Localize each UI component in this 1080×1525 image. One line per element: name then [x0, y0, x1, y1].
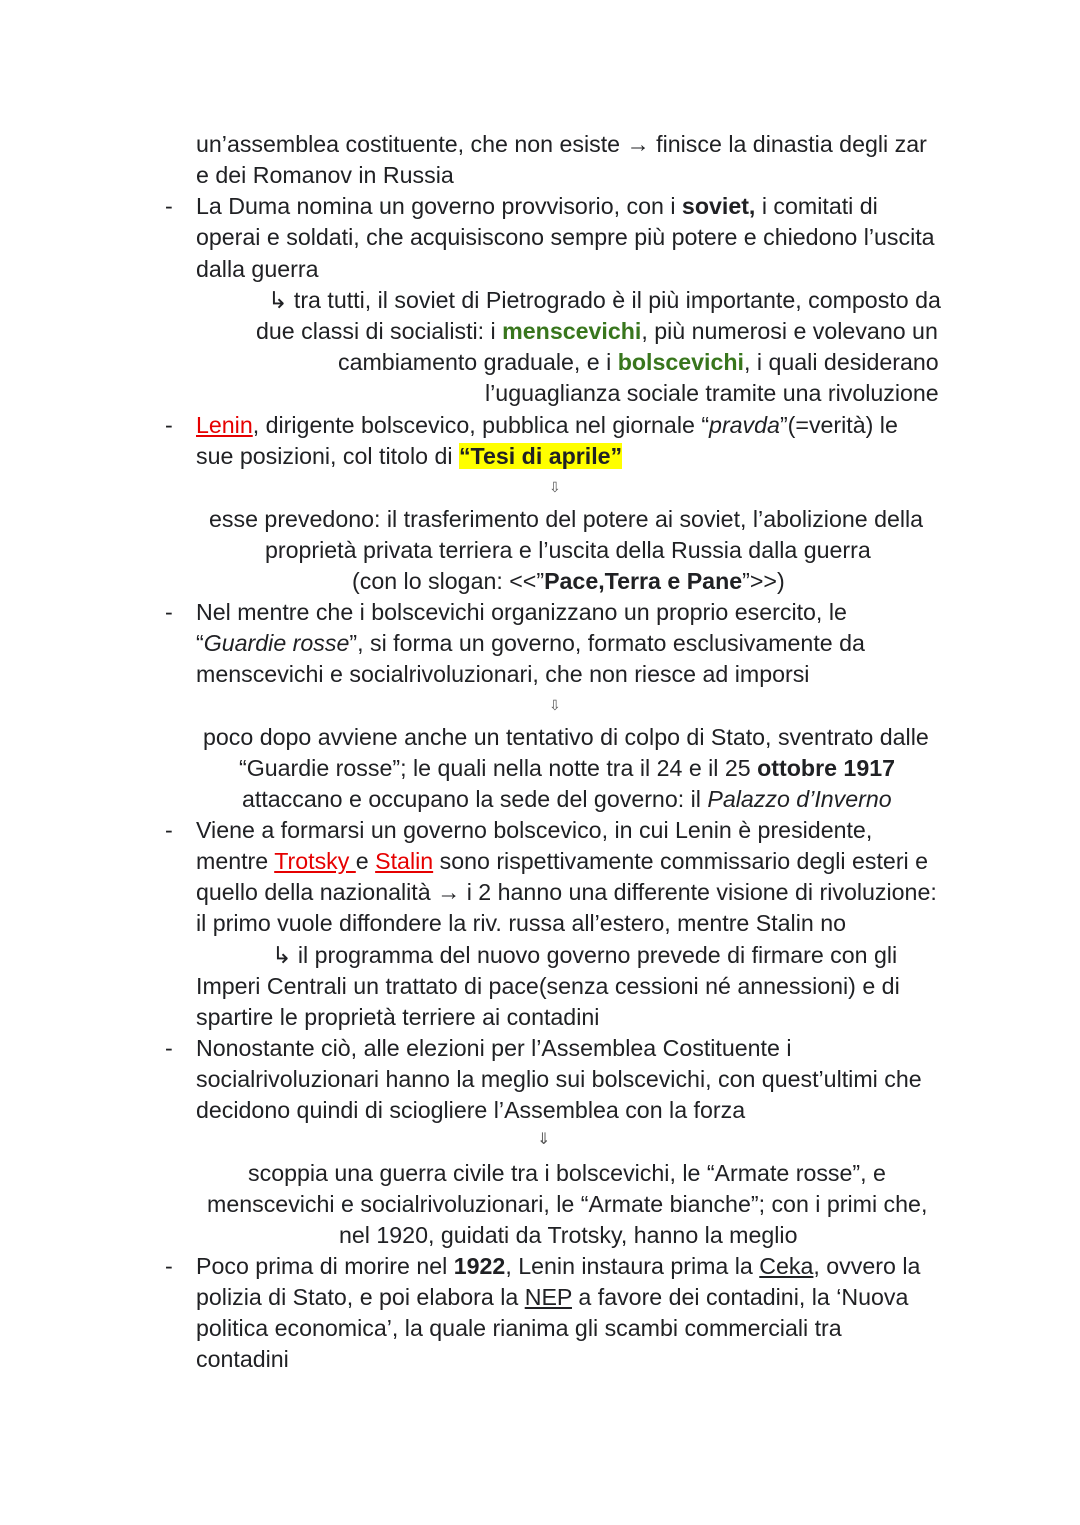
text-line [196, 628, 865, 659]
double-down-arrow-icon: ⇓ [537, 1131, 551, 1148]
text: un’assemblea costituente, che non esiste → finisce la dinastia degli zar [196, 131, 927, 157]
text: scoppia una guerra civile tra i bolscevichi, le “Armate rosse”, e [248, 1160, 886, 1186]
text: “Guardie rosse”; le quali nella notte tra il 24 e il 25 [239, 755, 758, 781]
text: poco dopo avviene anche un tentativo di colpo di Stato, sventrato dalle [203, 724, 929, 750]
text: Nonostante ciò, alle elezioni per l’Assemblea Costituente i [196, 1035, 792, 1061]
text-line [196, 254, 318, 285]
text: Viene a formarsi un governo bolscevico, in cui Lenin è presidente, [196, 817, 873, 843]
text: Nel mentre che i bolscevichi organizzano un proprio esercito, le [196, 599, 847, 625]
text-line [268, 285, 941, 316]
down-arrow-icon: ⇩ [549, 479, 561, 495]
text-line [196, 659, 809, 690]
text-line [196, 815, 872, 846]
text: ↳ tra tutti, il soviet di Pietrogrado è il più importante, composto da [268, 287, 941, 313]
text: l’uguaglianza sociale tramite una rivoluzione [485, 380, 939, 406]
text: Imperi Centrali un trattato di pace(senza cessioni né annessioni) e di [196, 973, 900, 999]
text: , ovvero la [813, 1253, 921, 1279]
text-line [196, 1282, 908, 1313]
text-line [196, 160, 454, 191]
text: menscevichi e socialrivoluzionari, che non riesce ad imporsi [196, 661, 810, 687]
text-line [196, 441, 622, 472]
text: due classi di socialisti: i [256, 318, 503, 344]
bold-date: ottobre 1917 [757, 755, 896, 781]
text: esse prevedono: il trasferimento del potere ai soviet, l’abolizione della [209, 506, 924, 532]
text: , più numerosi e volevano un [641, 318, 938, 344]
text-line [196, 908, 846, 939]
text: attaccano e occupano la sede del governo: il [242, 786, 708, 812]
text: i comitati di [755, 193, 878, 219]
underlined-nep: NEP [524, 1284, 572, 1310]
text-line [196, 222, 935, 253]
text: La Duma nomina un governo provvisorio, con i [196, 193, 682, 219]
text-line [352, 566, 785, 597]
text-line [248, 1158, 886, 1189]
text-line [339, 1220, 797, 1251]
italic-pravda: pravda [709, 412, 780, 438]
text-line [485, 378, 939, 409]
text-line [207, 1189, 927, 1220]
text: socialrivoluzionari hanno la meglio sui bolscevichi, con quest’ultimi che [196, 1066, 922, 1092]
text-line [338, 347, 939, 378]
text: “ [196, 630, 204, 656]
text: spartire le proprietà terriere ai contadini [196, 1004, 600, 1030]
text: sono rispettivamente commissario degli esteri e [433, 848, 929, 874]
text: e dei Romanov in Russia [196, 162, 454, 188]
link-stalin[interactable]: Stalin [375, 848, 434, 874]
text: sue posizioni, col titolo di [196, 443, 459, 469]
text: ↳ il programma del nuovo governo prevede di firmare con gli [272, 942, 898, 968]
text-line [272, 940, 897, 971]
underlined-ceka: Ceka [759, 1253, 814, 1279]
text: , Lenin instaura prima la [505, 1253, 760, 1279]
text-line [203, 722, 929, 753]
down-arrow-icon: ⇩ [549, 697, 561, 713]
text: (con lo slogan: <<” [352, 568, 545, 594]
text-line [196, 1344, 289, 1375]
bullet-dash: - [165, 1253, 173, 1279]
text-line [256, 316, 938, 347]
text: polizia di Stato, e poi elabora la [196, 1284, 525, 1310]
link-trotsky[interactable]: Trotsky [274, 848, 356, 874]
bold-slogan: Pace,Terra e Pane [544, 568, 743, 594]
text-line [196, 1002, 599, 1033]
highlight-tesi-di-aprile: “Tesi di aprile” [458, 443, 623, 469]
bold-year: 1922 [453, 1253, 506, 1279]
text: contadini [196, 1346, 289, 1372]
text-line [196, 877, 937, 908]
text: ”(=verità) le [779, 412, 898, 438]
bullet-dash: - [165, 193, 173, 219]
bullet-dash: - [165, 599, 173, 625]
bold-term-soviet: soviet, [681, 193, 756, 219]
bullet-dash: - [165, 1035, 173, 1061]
text-line [196, 846, 928, 877]
text: e [355, 848, 376, 874]
text: mentre [196, 848, 275, 874]
italic-guardie-rosse: Guardie rosse [203, 630, 350, 656]
link-lenin[interactable]: Lenin [196, 412, 253, 438]
text-line [196, 410, 898, 441]
text-line [196, 597, 847, 628]
text-line [196, 191, 878, 222]
text-line [242, 784, 892, 815]
text: , dirigente bolscevico, pubblica nel giornale “ [252, 412, 710, 438]
text: dalla guerra [196, 256, 319, 282]
text: a favore dei contadini, la ‘Nuova [571, 1284, 909, 1310]
text: il primo vuole diffondere la riv. russa all’estero, mentre Stalin no [196, 910, 846, 936]
term-bolscevichi: bolscevichi [617, 349, 745, 375]
text: decidono quindi di sciogliere l’Assemblea con la forza [196, 1097, 746, 1123]
text-line [196, 1313, 842, 1344]
text-line [196, 971, 900, 1002]
text-line [239, 753, 895, 784]
text: ”>>) [742, 568, 785, 594]
bullet-dash: - [165, 412, 173, 438]
text: nel 1920, guidati da Trotsky, hanno la meglio [339, 1222, 798, 1248]
text-line [196, 129, 927, 160]
text: cambiamento graduale, e i [338, 349, 618, 375]
text-line [196, 1095, 745, 1126]
text-line [209, 504, 923, 535]
text: operai e soldati, che acquisiscono sempre più potere e chiedono l’uscita [196, 224, 935, 250]
text: , i quali desiderano [744, 349, 939, 375]
text-line [196, 1064, 922, 1095]
text: ”, si forma un governo, formato esclusivamente da [349, 630, 865, 656]
text-line [265, 535, 871, 566]
text: quello della nazionalità → i 2 hanno una differente visione di rivoluzione: [196, 879, 937, 905]
term-menscevichi: menscevichi [502, 318, 642, 344]
italic-palazzo: Palazzo d’Inverno [707, 786, 892, 812]
text-line [196, 1033, 791, 1064]
text: Poco prima di morire nel [196, 1253, 454, 1279]
text: proprietà privata terriera e l’uscita della Russia dalla guerra [265, 537, 871, 563]
text: politica economica’, la quale rianima gli scambi commerciali tra [196, 1315, 842, 1341]
text: menscevichi e socialrivoluzionari, le “Armate bianche”; con i primi che, [207, 1191, 928, 1217]
text-line [196, 1251, 920, 1282]
bullet-dash: - [165, 817, 173, 843]
